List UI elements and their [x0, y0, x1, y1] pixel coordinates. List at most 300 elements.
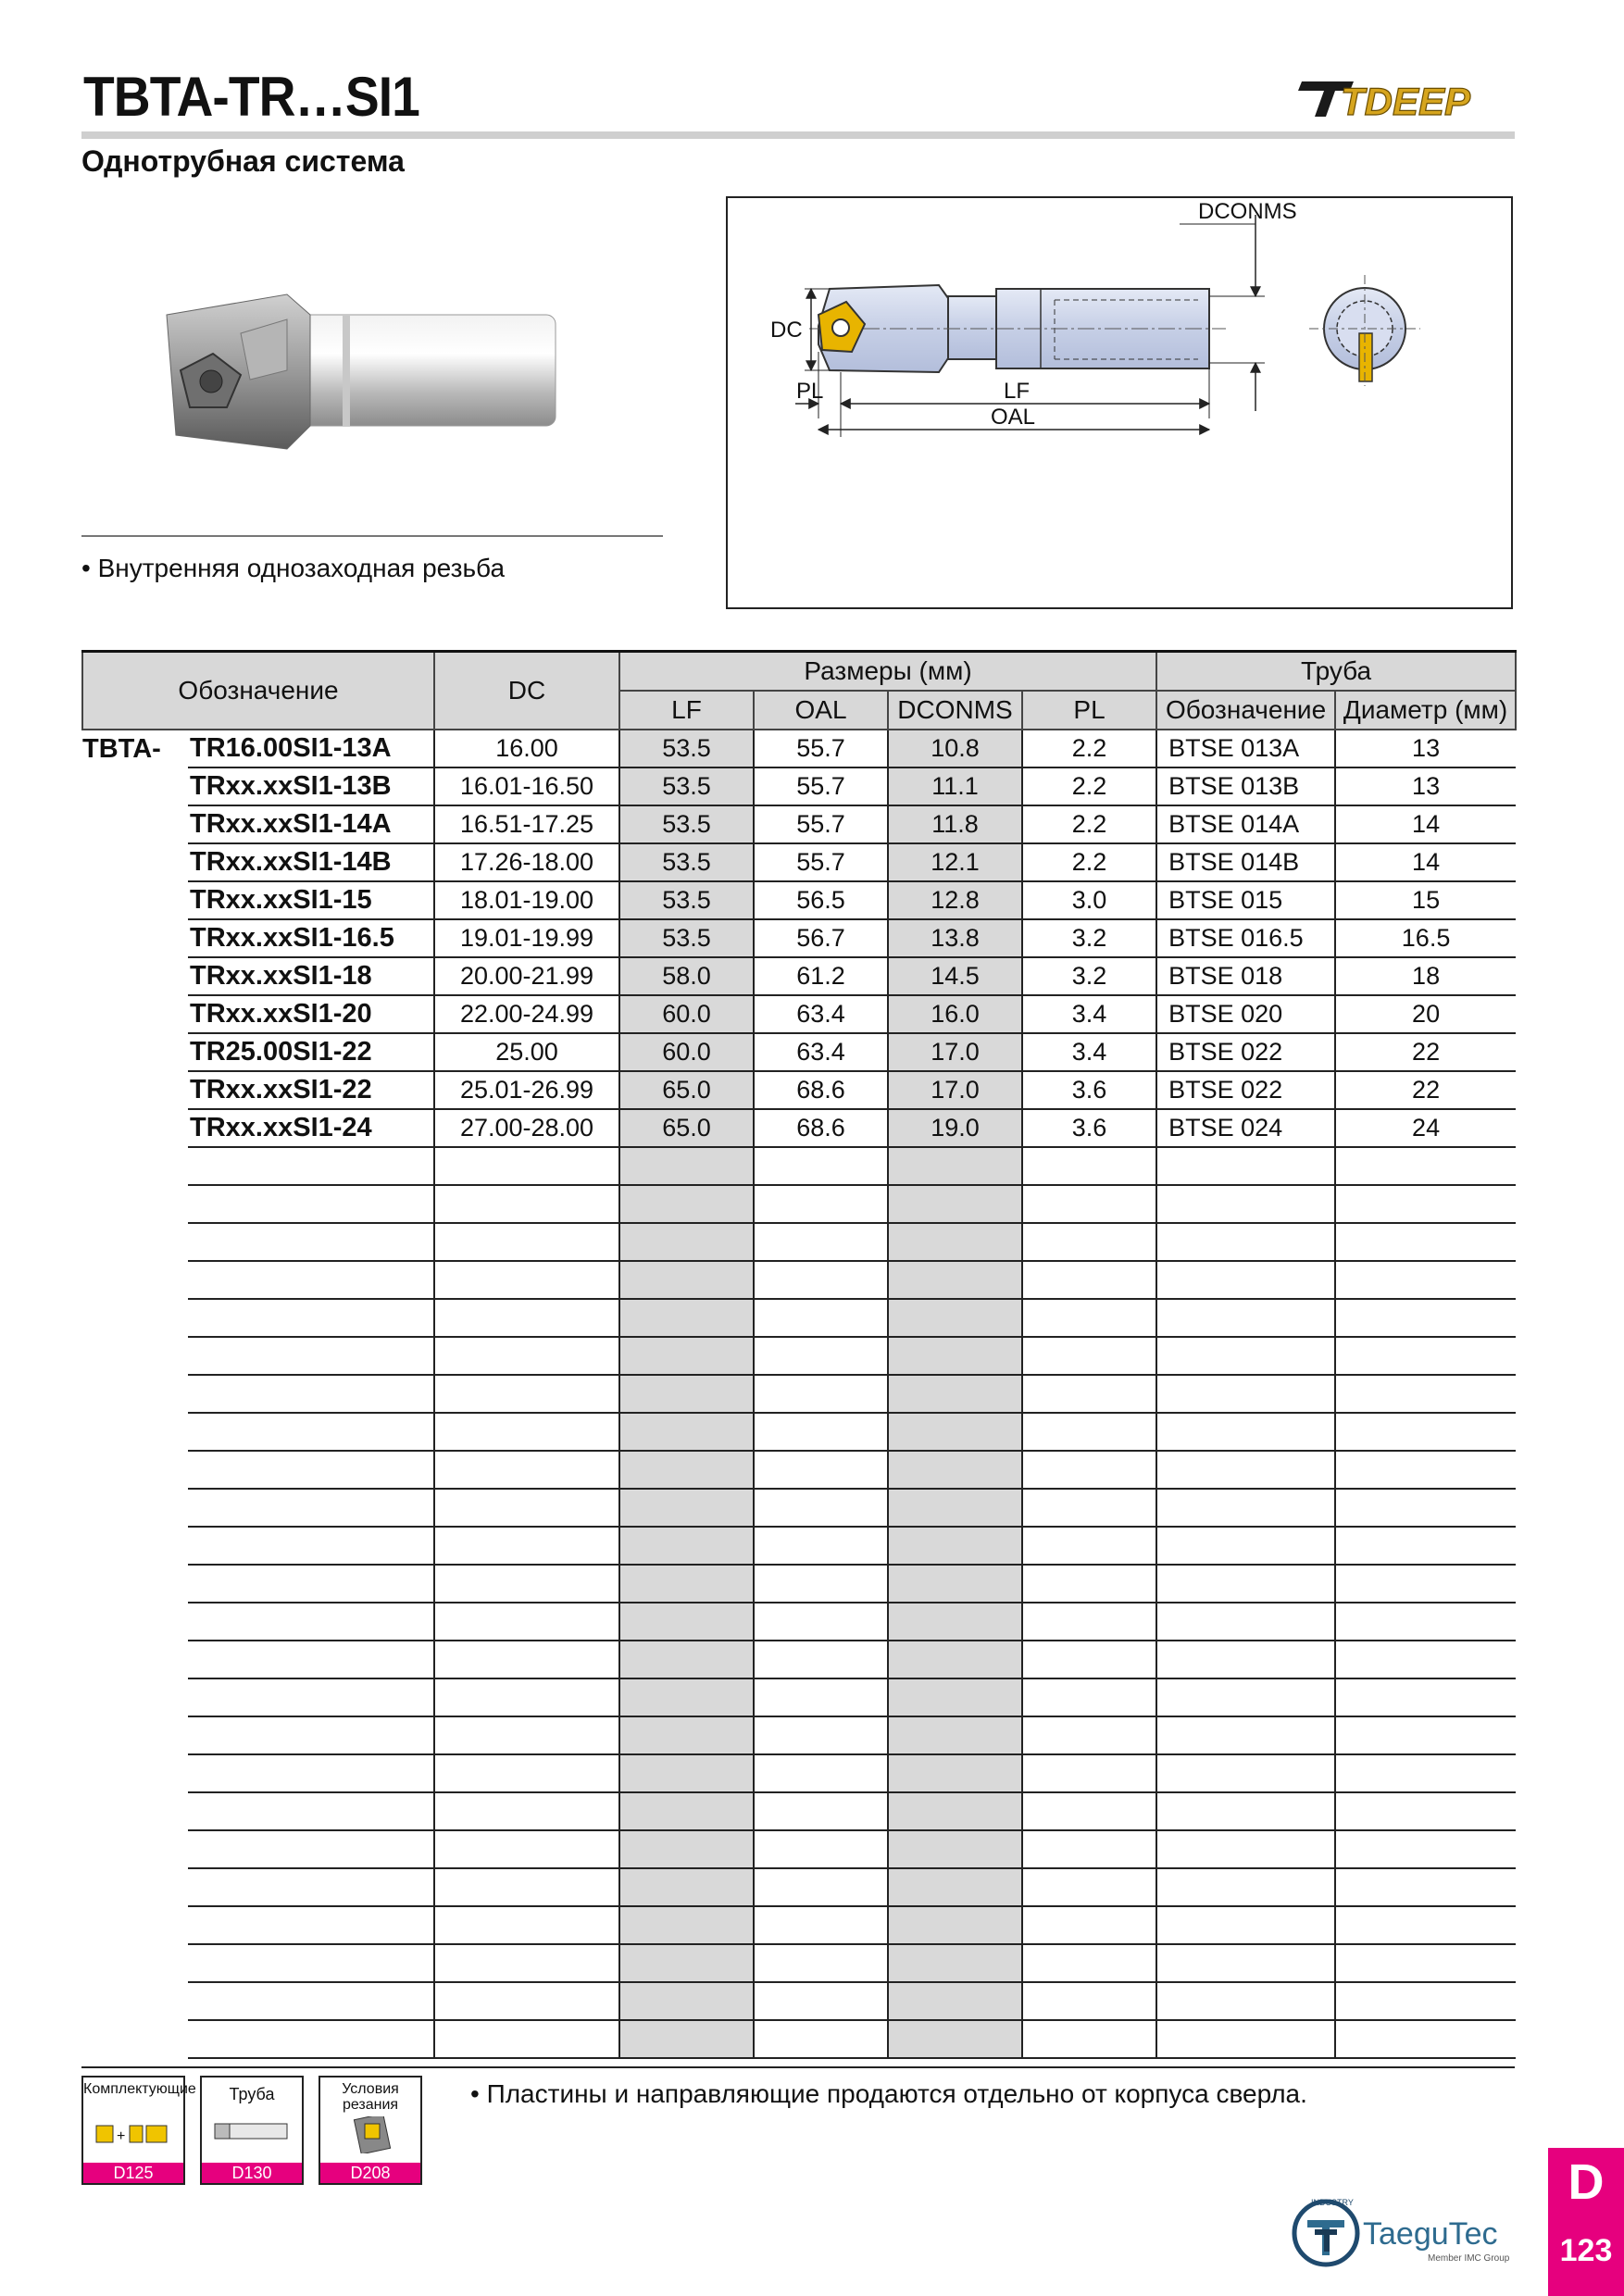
cell-pl: 2.2 — [1022, 843, 1156, 881]
table-row — [82, 805, 1516, 843]
designation-prefix — [82, 805, 188, 843]
empty-cell — [754, 1147, 888, 1185]
empty-cell — [188, 2020, 434, 2058]
empty-cell — [1022, 1527, 1156, 1565]
empty-cell — [434, 1565, 619, 1603]
cell-dc: 22.00-24.99 — [434, 995, 619, 1033]
empty-cell — [619, 1641, 754, 1678]
empty-cell — [434, 1792, 619, 1830]
cell-tube: BTSE 014A — [1156, 805, 1335, 843]
empty-cell — [1156, 1603, 1335, 1641]
empty-cell — [1335, 1830, 1516, 1868]
empty-cell — [1335, 2020, 1516, 2058]
empty-table-row — [82, 1337, 1516, 1375]
empty-cell — [619, 1906, 754, 1944]
empty-cell — [888, 1906, 1022, 1944]
empty-cell — [1335, 1754, 1516, 1792]
cell-tube: BTSE 022 — [1156, 1071, 1335, 1109]
empty-cell — [888, 1716, 1022, 1754]
empty-cell — [82, 1982, 188, 2020]
empty-cell — [188, 1299, 434, 1337]
ref-accessories-label: Комплектующие — [83, 2081, 196, 2097]
designation-prefix — [82, 919, 188, 957]
empty-cell — [1022, 1489, 1156, 1527]
page-title: TBTA-TR…SI1 — [83, 66, 419, 128]
svg-text:+: + — [117, 2128, 126, 2144]
empty-cell — [1335, 1413, 1516, 1451]
empty-cell — [1156, 1830, 1335, 1868]
empty-cell — [619, 1868, 754, 1906]
cell-diameter: 16.5 — [1335, 919, 1516, 957]
empty-table-row — [82, 1223, 1516, 1261]
empty-cell — [619, 1489, 754, 1527]
cell-dconms: 14.5 — [888, 957, 1022, 995]
empty-cell — [82, 1489, 188, 1527]
empty-cell — [82, 1261, 188, 1299]
empty-cell — [1022, 2020, 1156, 2058]
empty-cell — [1335, 1565, 1516, 1603]
empty-cell — [188, 1337, 434, 1375]
cell-pl: 3.2 — [1022, 919, 1156, 957]
empty-cell — [754, 1754, 888, 1792]
empty-table-row — [82, 1678, 1516, 1716]
empty-cell — [1022, 1944, 1156, 1982]
empty-cell — [619, 1261, 754, 1299]
empty-cell — [188, 1565, 434, 1603]
dc-label: DC — [770, 318, 803, 343]
empty-cell — [1022, 1413, 1156, 1451]
taegutec-ring-text: INDUSTRY — [1311, 2198, 1354, 2207]
cell-dc: 18.01-19.00 — [434, 881, 619, 919]
empty-cell — [619, 1716, 754, 1754]
empty-cell — [434, 1375, 619, 1413]
empty-table-row — [82, 1489, 1516, 1527]
empty-cell — [1335, 1185, 1516, 1223]
empty-cell — [888, 1868, 1022, 1906]
ref-accessories[interactable] — [81, 2076, 196, 2185]
cell-tube: BTSE 024 — [1156, 1109, 1335, 1147]
taegutec-logo — [1289, 2190, 1520, 2270]
cell-pl: 3.4 — [1022, 1033, 1156, 1071]
cell-diameter: 18 — [1335, 957, 1516, 995]
table-row — [82, 730, 1516, 767]
table-row — [82, 767, 1516, 805]
ref-cutting-conditions-page: D208 — [320, 2163, 420, 2183]
cell-oal: 55.7 — [754, 843, 888, 881]
empty-cell — [1156, 1451, 1335, 1489]
empty-cell — [754, 1261, 888, 1299]
empty-cell — [1335, 1147, 1516, 1185]
cell-pl: 3.0 — [1022, 881, 1156, 919]
empty-cell — [434, 1413, 619, 1451]
empty-table-row — [82, 1792, 1516, 1830]
cell-diameter: 13 — [1335, 730, 1516, 767]
empty-table-row — [82, 1906, 1516, 1944]
empty-cell — [619, 1944, 754, 1982]
empty-cell — [1335, 1223, 1516, 1261]
empty-cell — [754, 1413, 888, 1451]
cell-dconms: 11.1 — [888, 767, 1022, 805]
empty-cell — [1022, 1716, 1156, 1754]
empty-cell — [82, 2020, 188, 2058]
empty-cell — [1022, 1754, 1156, 1792]
cell-designation: TRxx.xxSI1-16.5 — [188, 919, 434, 957]
empty-cell — [1156, 1223, 1335, 1261]
empty-cell — [888, 1678, 1022, 1716]
header-tube-designation: Обозначение — [1156, 691, 1335, 730]
cell-dconms: 17.0 — [888, 1071, 1022, 1109]
empty-cell — [1022, 1223, 1156, 1261]
empty-cell — [754, 1565, 888, 1603]
empty-cell — [82, 1147, 188, 1185]
dimension-diagram — [726, 196, 1513, 609]
header-lf: LF — [619, 691, 754, 730]
cell-designation: TR25.00SI1-22 — [188, 1033, 434, 1071]
empty-cell — [888, 1489, 1022, 1527]
empty-cell — [434, 1451, 619, 1489]
empty-table-row — [82, 1603, 1516, 1641]
empty-cell — [1156, 1375, 1335, 1413]
empty-cell — [1156, 1565, 1335, 1603]
section-letter: D — [1568, 2154, 1605, 2210]
empty-cell — [1335, 1906, 1516, 1944]
empty-cell — [888, 1754, 1022, 1792]
cell-pl: 3.6 — [1022, 1071, 1156, 1109]
empty-cell — [888, 1413, 1022, 1451]
table-row — [82, 843, 1516, 881]
cell-dconms: 17.0 — [888, 1033, 1022, 1071]
cell-designation: TR16.00SI1-13A — [188, 730, 434, 767]
empty-cell — [619, 1147, 754, 1185]
empty-cell — [1156, 1261, 1335, 1299]
empty-cell — [619, 1678, 754, 1716]
empty-cell — [434, 1261, 619, 1299]
cell-tube: BTSE 016.5 — [1156, 919, 1335, 957]
empty-cell — [188, 1982, 434, 2020]
empty-cell — [754, 1982, 888, 2020]
cell-tube: BTSE 020 — [1156, 995, 1335, 1033]
ref-tube-label: Труба — [229, 2085, 275, 2103]
cell-diameter: 22 — [1335, 1071, 1516, 1109]
empty-cell — [754, 1906, 888, 1944]
empty-cell — [82, 1716, 188, 1754]
empty-cell — [1022, 1830, 1156, 1868]
tdeep-logo-text: TDEEP — [1341, 80, 1471, 123]
empty-cell — [188, 1716, 434, 1754]
empty-cell — [188, 1375, 434, 1413]
empty-cell — [434, 1337, 619, 1375]
empty-cell — [619, 1603, 754, 1641]
empty-cell — [434, 1603, 619, 1641]
cell-oal: 56.7 — [754, 919, 888, 957]
empty-cell — [1022, 1603, 1156, 1641]
cell-tube: BTSE 013B — [1156, 767, 1335, 805]
designation-prefix — [82, 1071, 188, 1109]
empty-table-row — [82, 1451, 1516, 1489]
empty-cell — [1022, 1678, 1156, 1716]
cell-oal: 68.6 — [754, 1071, 888, 1109]
empty-cell — [434, 1641, 619, 1678]
empty-cell — [619, 1830, 754, 1868]
sales-note: • Пластины и направляющие продаются отдельно от корпуса сверла. — [470, 2079, 1307, 2108]
empty-cell — [754, 1603, 888, 1641]
empty-cell — [188, 1944, 434, 1982]
empty-cell — [619, 1299, 754, 1337]
cell-designation: TRxx.xxSI1-15 — [188, 881, 434, 919]
empty-table-row — [82, 1413, 1516, 1451]
empty-cell — [82, 1565, 188, 1603]
empty-cell — [82, 1754, 188, 1792]
empty-table-row — [82, 1147, 1516, 1185]
empty-cell — [1022, 1299, 1156, 1337]
cell-lf: 60.0 — [619, 1033, 754, 1071]
designation-prefix — [82, 1033, 188, 1071]
empty-cell — [1022, 1565, 1156, 1603]
empty-cell — [619, 1754, 754, 1792]
empty-table-row — [82, 1299, 1516, 1337]
cell-dc: 16.00 — [434, 730, 619, 767]
empty-cell — [619, 1982, 754, 2020]
spec-table — [81, 650, 1517, 2059]
cell-dc: 20.00-21.99 — [434, 957, 619, 995]
empty-table-row — [82, 1565, 1516, 1603]
empty-cell — [1335, 1527, 1516, 1565]
empty-cell — [888, 1982, 1022, 2020]
empty-cell — [1022, 1451, 1156, 1489]
empty-cell — [434, 1754, 619, 1792]
empty-cell — [888, 1565, 1022, 1603]
empty-cell — [754, 1489, 888, 1527]
empty-cell — [1335, 1261, 1516, 1299]
tube-icon — [211, 2116, 296, 2153]
empty-cell — [888, 1603, 1022, 1641]
empty-cell — [1022, 1185, 1156, 1223]
empty-table-row — [82, 1754, 1516, 1792]
cell-diameter: 24 — [1335, 1109, 1516, 1147]
empty-cell — [1335, 1678, 1516, 1716]
empty-cell — [1022, 1147, 1156, 1185]
taegutec-tagline: Member IMC Group — [1428, 2253, 1510, 2264]
empty-cell — [619, 1565, 754, 1603]
empty-cell — [754, 1830, 888, 1868]
tdeep-logo — [1289, 69, 1520, 128]
cell-dconms: 19.0 — [888, 1109, 1022, 1147]
cell-dc: 25.01-26.99 — [434, 1071, 619, 1109]
header-tube-diameter: Диаметр (мм) — [1335, 691, 1516, 730]
empty-cell — [434, 1489, 619, 1527]
empty-cell — [1022, 1641, 1156, 1678]
empty-cell — [82, 1944, 188, 1982]
empty-cell — [888, 1375, 1022, 1413]
empty-cell — [619, 1792, 754, 1830]
empty-cell — [888, 1185, 1022, 1223]
header-pl: PL — [1022, 691, 1156, 730]
cell-lf: 65.0 — [619, 1109, 754, 1147]
empty-cell — [754, 1868, 888, 1906]
table-bottom-rule — [81, 2066, 1515, 2068]
empty-cell — [1022, 1261, 1156, 1299]
ref-tube[interactable] — [200, 2076, 304, 2185]
empty-cell — [1022, 1868, 1156, 1906]
empty-cell — [619, 1223, 754, 1261]
designation-prefix — [82, 843, 188, 881]
page-number: 123 — [1559, 2233, 1613, 2268]
table-row — [82, 957, 1516, 995]
empty-table-row — [82, 1944, 1516, 1982]
empty-cell — [434, 1527, 619, 1565]
cell-pl: 2.2 — [1022, 730, 1156, 767]
empty-table-row — [82, 1716, 1516, 1754]
empty-cell — [188, 1603, 434, 1641]
lf-label: LF — [1004, 379, 1031, 404]
cell-tube: BTSE 015 — [1156, 881, 1335, 919]
empty-cell — [1022, 1982, 1156, 2020]
cell-lf: 53.5 — [619, 881, 754, 919]
cell-lf: 53.5 — [619, 805, 754, 843]
empty-cell — [619, 1451, 754, 1489]
empty-cell — [619, 2020, 754, 2058]
empty-cell — [1156, 1906, 1335, 1944]
cell-dc: 17.26-18.00 — [434, 843, 619, 881]
header-tube: Труба — [1156, 652, 1516, 692]
empty-cell — [1156, 1868, 1335, 1906]
title-rule — [81, 131, 1515, 139]
designation-prefix — [82, 881, 188, 919]
pl-label: PL — [796, 379, 824, 404]
empty-cell — [82, 1375, 188, 1413]
section-page-tab — [1548, 2148, 1624, 2296]
empty-cell — [754, 1223, 888, 1261]
cell-lf: 53.5 — [619, 919, 754, 957]
empty-cell — [888, 1223, 1022, 1261]
cell-dc: 16.01-16.50 — [434, 767, 619, 805]
cell-designation: TRxx.xxSI1-18 — [188, 957, 434, 995]
empty-cell — [188, 1830, 434, 1868]
empty-table-row — [82, 1261, 1516, 1299]
empty-cell — [888, 1147, 1022, 1185]
empty-cell — [434, 1830, 619, 1868]
ref-cutting-conditions[interactable] — [319, 2076, 422, 2185]
cell-dconms: 16.0 — [888, 995, 1022, 1033]
empty-cell — [1022, 1792, 1156, 1830]
empty-cell — [188, 1868, 434, 1906]
cell-tube: BTSE 022 — [1156, 1033, 1335, 1071]
empty-cell — [754, 1678, 888, 1716]
cell-oal: 55.7 — [754, 767, 888, 805]
cell-designation: TRxx.xxSI1-13B — [188, 767, 434, 805]
empty-cell — [1156, 1792, 1335, 1830]
empty-cell — [434, 1944, 619, 1982]
empty-cell — [82, 1603, 188, 1641]
empty-cell — [888, 1299, 1022, 1337]
cell-designation: TRxx.xxSI1-14B — [188, 843, 434, 881]
table-row — [82, 1033, 1516, 1071]
empty-cell — [619, 1375, 754, 1413]
empty-cell — [1335, 1603, 1516, 1641]
empty-cell — [1156, 1337, 1335, 1375]
table-row — [82, 881, 1516, 919]
empty-cell — [1335, 1641, 1516, 1678]
empty-cell — [188, 1678, 434, 1716]
designation-prefix — [82, 957, 188, 995]
empty-cell — [888, 1527, 1022, 1565]
empty-table-row — [82, 1185, 1516, 1223]
empty-cell — [188, 1489, 434, 1527]
cell-designation: TRxx.xxSI1-22 — [188, 1071, 434, 1109]
cell-dconms: 12.1 — [888, 843, 1022, 881]
empty-cell — [1335, 1792, 1516, 1830]
empty-cell — [1156, 1185, 1335, 1223]
empty-cell — [1335, 1451, 1516, 1489]
empty-cell — [888, 1792, 1022, 1830]
empty-cell — [82, 1527, 188, 1565]
empty-cell — [188, 1792, 434, 1830]
header-oal: OAL — [754, 691, 888, 730]
cell-tube: BTSE 013A — [1156, 730, 1335, 767]
empty-cell — [1335, 1489, 1516, 1527]
empty-cell — [1335, 1375, 1516, 1413]
empty-cell — [1156, 1641, 1335, 1678]
empty-cell — [888, 1337, 1022, 1375]
ref-accessories-page: D125 — [83, 2163, 183, 2183]
empty-cell — [1335, 1716, 1516, 1754]
empty-cell — [1335, 1299, 1516, 1337]
empty-cell — [754, 1792, 888, 1830]
empty-cell — [1156, 1299, 1335, 1337]
cell-oal: 55.7 — [754, 730, 888, 767]
empty-cell — [434, 1906, 619, 1944]
cell-oal: 63.4 — [754, 995, 888, 1033]
empty-cell — [434, 1299, 619, 1337]
cell-lf: 53.5 — [619, 843, 754, 881]
cell-oal: 63.4 — [754, 1033, 888, 1071]
empty-cell — [754, 1527, 888, 1565]
cell-designation: TRxx.xxSI1-14A — [188, 805, 434, 843]
empty-table-row — [82, 1830, 1516, 1868]
empty-cell — [188, 1906, 434, 1944]
cell-dconms: 10.8 — [888, 730, 1022, 767]
table-row — [82, 1109, 1516, 1147]
empty-cell — [888, 1830, 1022, 1868]
empty-cell — [754, 1641, 888, 1678]
cutting-conditions-icon — [330, 2116, 415, 2153]
empty-cell — [754, 1299, 888, 1337]
empty-cell — [188, 1641, 434, 1678]
empty-cell — [754, 1716, 888, 1754]
cell-dc: 25.00 — [434, 1033, 619, 1071]
oal-label: OAL — [991, 405, 1036, 430]
cell-lf: 60.0 — [619, 995, 754, 1033]
empty-cell — [1156, 1716, 1335, 1754]
cell-designation: TRxx.xxSI1-20 — [188, 995, 434, 1033]
empty-cell — [434, 1982, 619, 2020]
cell-dc: 16.51-17.25 — [434, 805, 619, 843]
cell-oal: 56.5 — [754, 881, 888, 919]
cell-dconms: 12.8 — [888, 881, 1022, 919]
insert-and-pad-icon — [93, 2116, 178, 2153]
empty-cell — [1156, 1982, 1335, 2020]
cell-dconms: 13.8 — [888, 919, 1022, 957]
empty-cell — [888, 1641, 1022, 1678]
empty-cell — [82, 1185, 188, 1223]
designation-prefix — [82, 995, 188, 1033]
empty-cell — [434, 2020, 619, 2058]
empty-cell — [888, 1451, 1022, 1489]
empty-cell — [754, 1337, 888, 1375]
designation-prefix — [82, 767, 188, 805]
empty-cell — [82, 1792, 188, 1830]
empty-cell — [1156, 1147, 1335, 1185]
